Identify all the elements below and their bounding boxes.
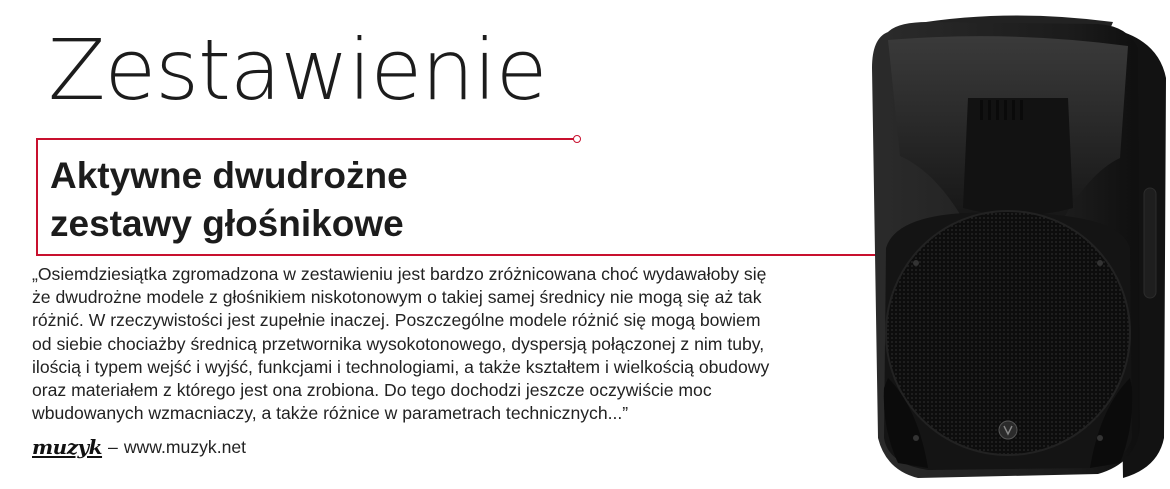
source-separator: – [108,436,118,457]
source-url[interactable]: www.muzyk.net [123,436,247,457]
quote-paragraph [32,263,862,425]
quote-line: wbudowanych wzmacniaczy, a także różnice w parametrach technicznych...” [32,403,629,424]
quote-line: „Osiemdziesiątka zgromadzona w zestawieniu jest bardzo zróżnicowana choć wydawałoby się [32,264,767,284]
subtitle [50,152,408,248]
muzyk-logo: muzyk [32,435,103,459]
page-title: Zestawienie [48,21,547,119]
source-credit [32,435,246,459]
accent-line-bottom [36,254,881,256]
accent-line-top [36,138,576,140]
quote-line: że dwudrożne modele z głośnikiem niskotonowym o takiej samej średnicy nie mogą się aż tak [32,287,762,308]
accent-line-top-end-dot [573,135,581,143]
subtitle-line-2: zestawy głośnikowe [50,203,404,244]
quote-line: oraz materiałem z którego jest ona zrobiona. Do tego dochodzi jeszcze oczywiście moc [32,380,712,401]
accent-line-left [36,138,38,256]
quote-line: różnić. W rzeczywistości jest zupełnie inaczej. Poszczególne modele różnić się mogą bowiem [32,310,761,331]
subtitle-line-1: Aktywne dwudrożne [50,155,408,196]
quote-line: ilością i typem wejść i wyjść, funkcjami i technologiami, a także kształtem i wielkością obudowy [32,356,770,377]
loudspeaker-image [858,8,1170,484]
quote-line: od siebie chociażby średnicą przetwornika wysokotonowego, dyspersją połączonej z nim tuby, [32,333,765,354]
